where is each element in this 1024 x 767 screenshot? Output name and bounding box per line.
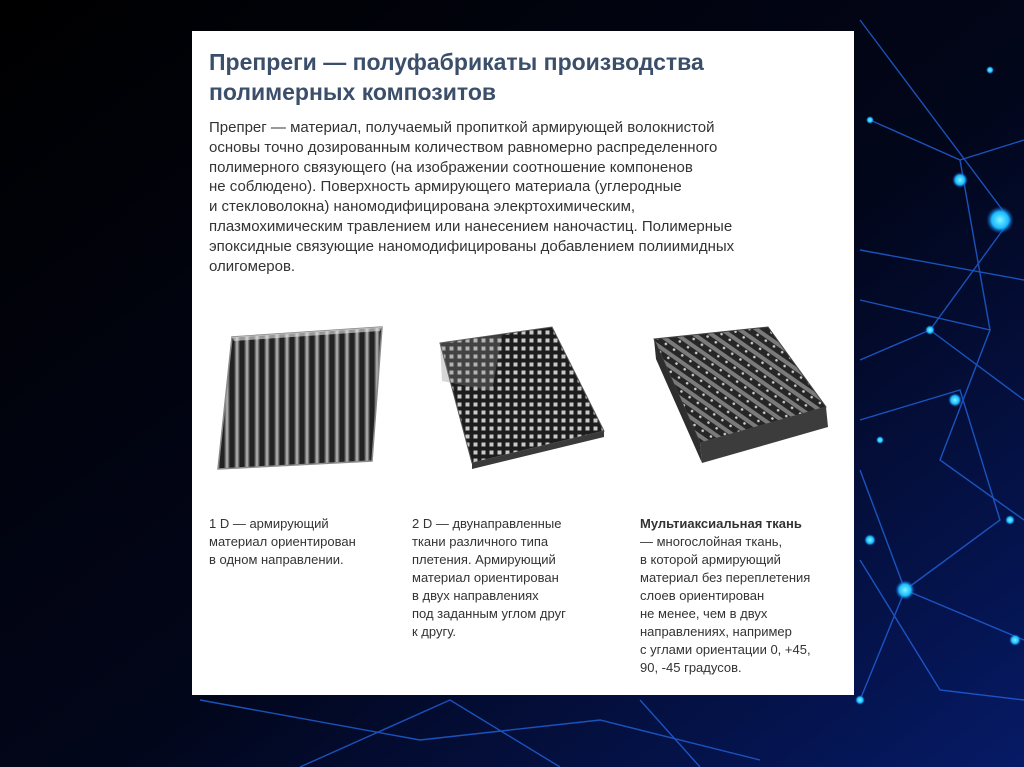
caption-multiaxial-heading: Мультиаксиальная ткань bbox=[640, 516, 802, 531]
caption-1d bbox=[209, 497, 399, 569]
title-line-2: полимерных композитов bbox=[209, 79, 497, 105]
slide-title bbox=[209, 47, 809, 107]
caption-multiaxial-text: — многослойная ткань, в которой армирующий материал без переплетения слоев ориентирован не менее, чем в двух направлениях, например с углами ориентации 0, +45, 90, -45 градусов. bbox=[640, 534, 811, 675]
description-line: не соблюдено). Поверхность армирующего материала (углеродные bbox=[209, 178, 682, 196]
prepreg-1d-image bbox=[212, 319, 390, 471]
description-line: и стекловолокна) наномодифицирована элекртохимическим, bbox=[209, 198, 636, 216]
title-line-1: Препреги — полуфабрикаты производства bbox=[209, 49, 704, 75]
caption-2d bbox=[412, 497, 602, 641]
description-line: Препрег — материал, получаемый пропиткой армирующей волокнистой bbox=[209, 119, 715, 136]
slide-card bbox=[192, 31, 854, 695]
description-line: олигомеров. bbox=[209, 257, 296, 275]
description-line: основы точно дозированным количеством равномерно распределенного bbox=[209, 138, 718, 156]
description-line: плазмохимическим травлением или нанесением наночастиц. Полимерные bbox=[209, 217, 733, 235]
description-line: эпоксидные связующие наномодифицированы добавлением полиимидных bbox=[209, 237, 735, 255]
description-line: полимерного связующего (на изображении соотношение компоненов bbox=[209, 158, 693, 176]
description-paragraph bbox=[209, 118, 809, 276]
caption-1d-text: 1 D — армирующий материал ориентирован в одном направлении. bbox=[209, 516, 356, 567]
caption-2d-text: 2 D — двунаправленные ткани различного типа плетения. Армирующий материал ориентирован в двух направлениях под заданным углом друг к другу. bbox=[412, 516, 566, 639]
caption-multiaxial bbox=[640, 497, 845, 677]
prepreg-2d-image bbox=[432, 321, 612, 469]
prepreg-multiaxial-image bbox=[650, 323, 830, 469]
